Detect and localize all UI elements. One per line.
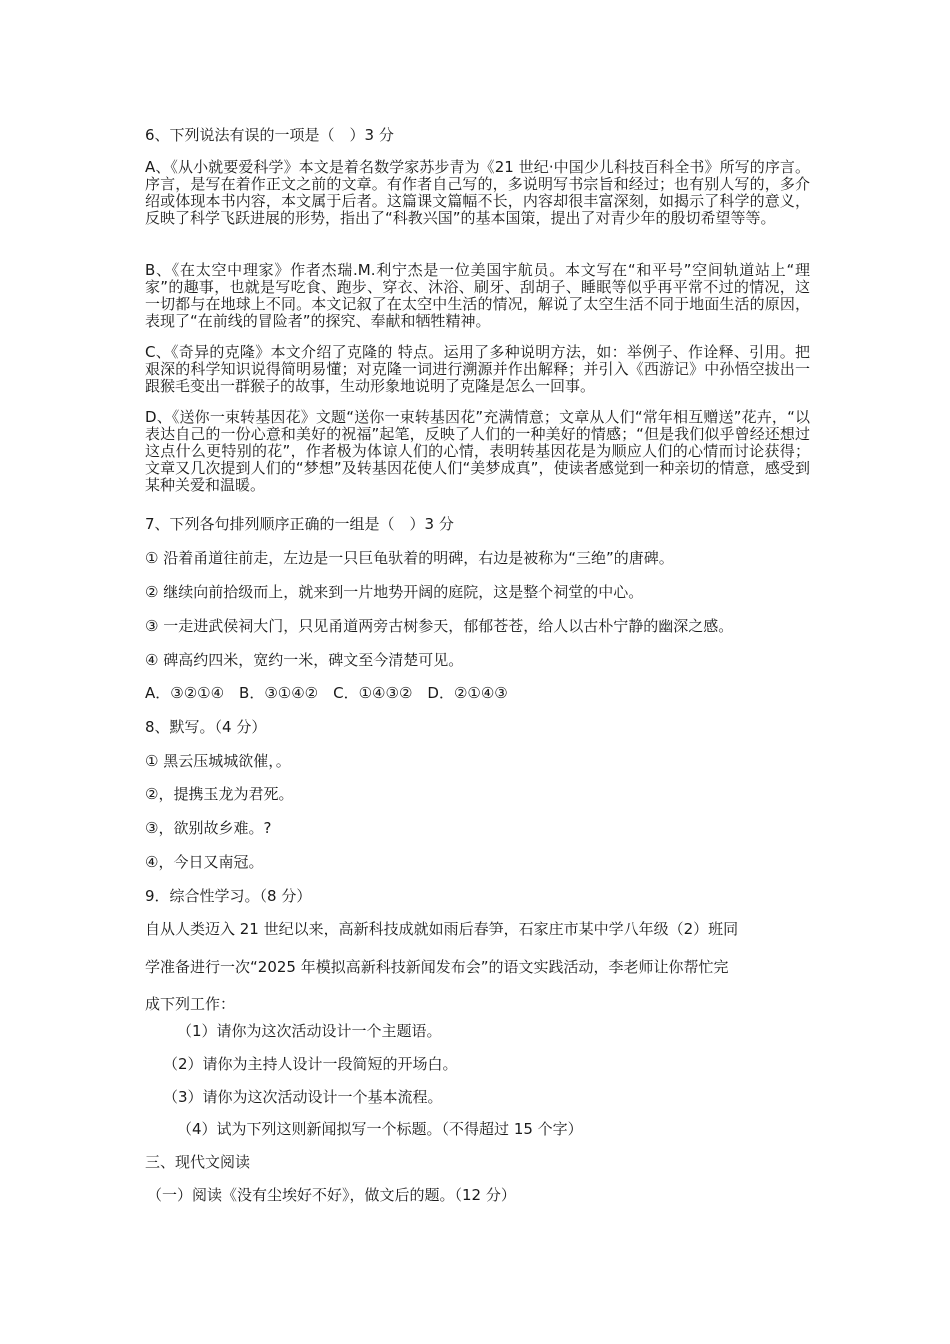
- q7-sentence-4: ④ 碑高约四米，宽约一米，碑文至今清楚可见。: [145, 651, 464, 669]
- q6-option-a: A、《从小就要爱科学》本文是着名数学家苏步青为《21 世纪·中国少儿科技百科全书》所写的序言。序言，是写在着作正文之前的文章。有作者自己写的，多说明写书宗旨和经过；也有别人写的，多介绍或体现本书内容，本文属于后者。这篇课文篇幅不长，内容却很丰富深刻，如揭示了科学的意义，反映了科学飞跃进展的形势，指出了“科教兴国”的基本国策，提出了对青少年的殷切希望等等。: [145, 158, 810, 227]
- q9-paragraph-line-2: 学准备进行一次“2025 年模拟高新科技新闻发布会”的语文实践活动，李老师让你帮忙完: [145, 958, 729, 976]
- q7-sentence-2: ② 继续向前拾级而上，就来到一片地势开阔的庭院，这是整个祠堂的中心。: [145, 583, 644, 601]
- q9-title: 9．综合性学习。（8 分）: [145, 887, 312, 905]
- q9-task-1: （1）请你为这次活动设计一个主题语。: [177, 1022, 442, 1040]
- q8-line-1: ① 黑云压城城欲催，。: [145, 752, 291, 770]
- q9-task-2: （2）请你为主持人设计一段简短的开场白。: [163, 1055, 458, 1073]
- q6-option-b: B、《在太空中理家》作者杰瑞.M.利宁杰是一位美国宇航员。本文写在“和平号”空间轨道站上“理家”的趣事，也就是写吃食、跑步、穿衣、沐浴、刷牙、刮胡子、睡眠等似乎再平常不过的情况，这一切都与在地球上不同。本文记叙了在太空中生活的情况，解说了太空生活不同于地面生活的原因，表现了“在前线的冒险者”的探究、奉献和牺牲精神。: [145, 261, 810, 330]
- q9-paragraph-line-1: 自从人类迈入 21 世纪以来，高新科技成就如雨后春笋，石家庄市某中学八年级（2）班同: [145, 920, 739, 938]
- section-3-subtitle: （一）阅读《没有尘埃好不好》，做文后的题。（12 分）: [147, 1186, 516, 1204]
- q6-option-c: C、《奇异的克隆》本文介绍了克隆的 特点。运用了多种说明方法，如：举例子、作诠释、引用。把艰深的科学知识说得简明易懂；对克隆一词进行溯源并作出解释；并引入《西游记》中孙悟空拔出一跟猴毛变出一群猴子的故事，生动形象地说明了克隆是怎么一回事。: [145, 343, 810, 395]
- q6-title: 6、下列说法有误的一项是（ ）3 分: [145, 126, 394, 144]
- q9-task-4: （4）试为下列这则新闻拟写一个标题。（不得超过 15 个字）: [177, 1120, 583, 1138]
- section-3-title: 三、现代文阅读: [145, 1153, 251, 1171]
- q8-title: 8、默写。（4 分）: [145, 718, 267, 736]
- q7-options: A．③②①④ B．③①④② C．①④③② D．②①④③: [145, 684, 508, 702]
- q8-line-2: ②，提携玉龙为君死。: [145, 785, 294, 803]
- q7-sentence-3: ③ 一走进武侯祠大门，只见甬道两旁古树参天，郁郁苍苍，给人以古朴宁静的幽深之感。: [145, 617, 734, 635]
- q8-line-4: ④，今日又南冠。: [145, 853, 264, 871]
- q9-task-3: （3）请你为这次活动设计一个基本流程。: [163, 1088, 443, 1106]
- q6-option-d: D、《送你一束转基因花》文题“送你一束转基因花”充满情意；文章从人们“常年相互赠送”花卉，“以表达自己的一份心意和美好的祝福”起笔，反映了人们的一种美好的情感；“但是我们似乎曾经还想过这点什么更特别的花”，作者极为体谅人们的心情，表明转基因花是为顺应人们的心情而讨论获得；文章又几次提到人们的“梦想”及转基因花使人们“美梦成真”，使读者感觉到一种亲切的情意，感受到某种关爱和温暖。: [145, 408, 810, 494]
- q9-paragraph-line-3: 成下列工作：: [145, 995, 236, 1013]
- q7-sentence-1: ① 沿着甬道往前走，左边是一只巨龟驮着的明碑，右边是被称为“三绝”的唐碑。: [145, 549, 674, 567]
- q8-line-3: ③，欲别故乡难。?: [145, 819, 272, 837]
- q7-title: 7、下列各句排列顺序正确的一组是（ ）3 分: [145, 515, 454, 533]
